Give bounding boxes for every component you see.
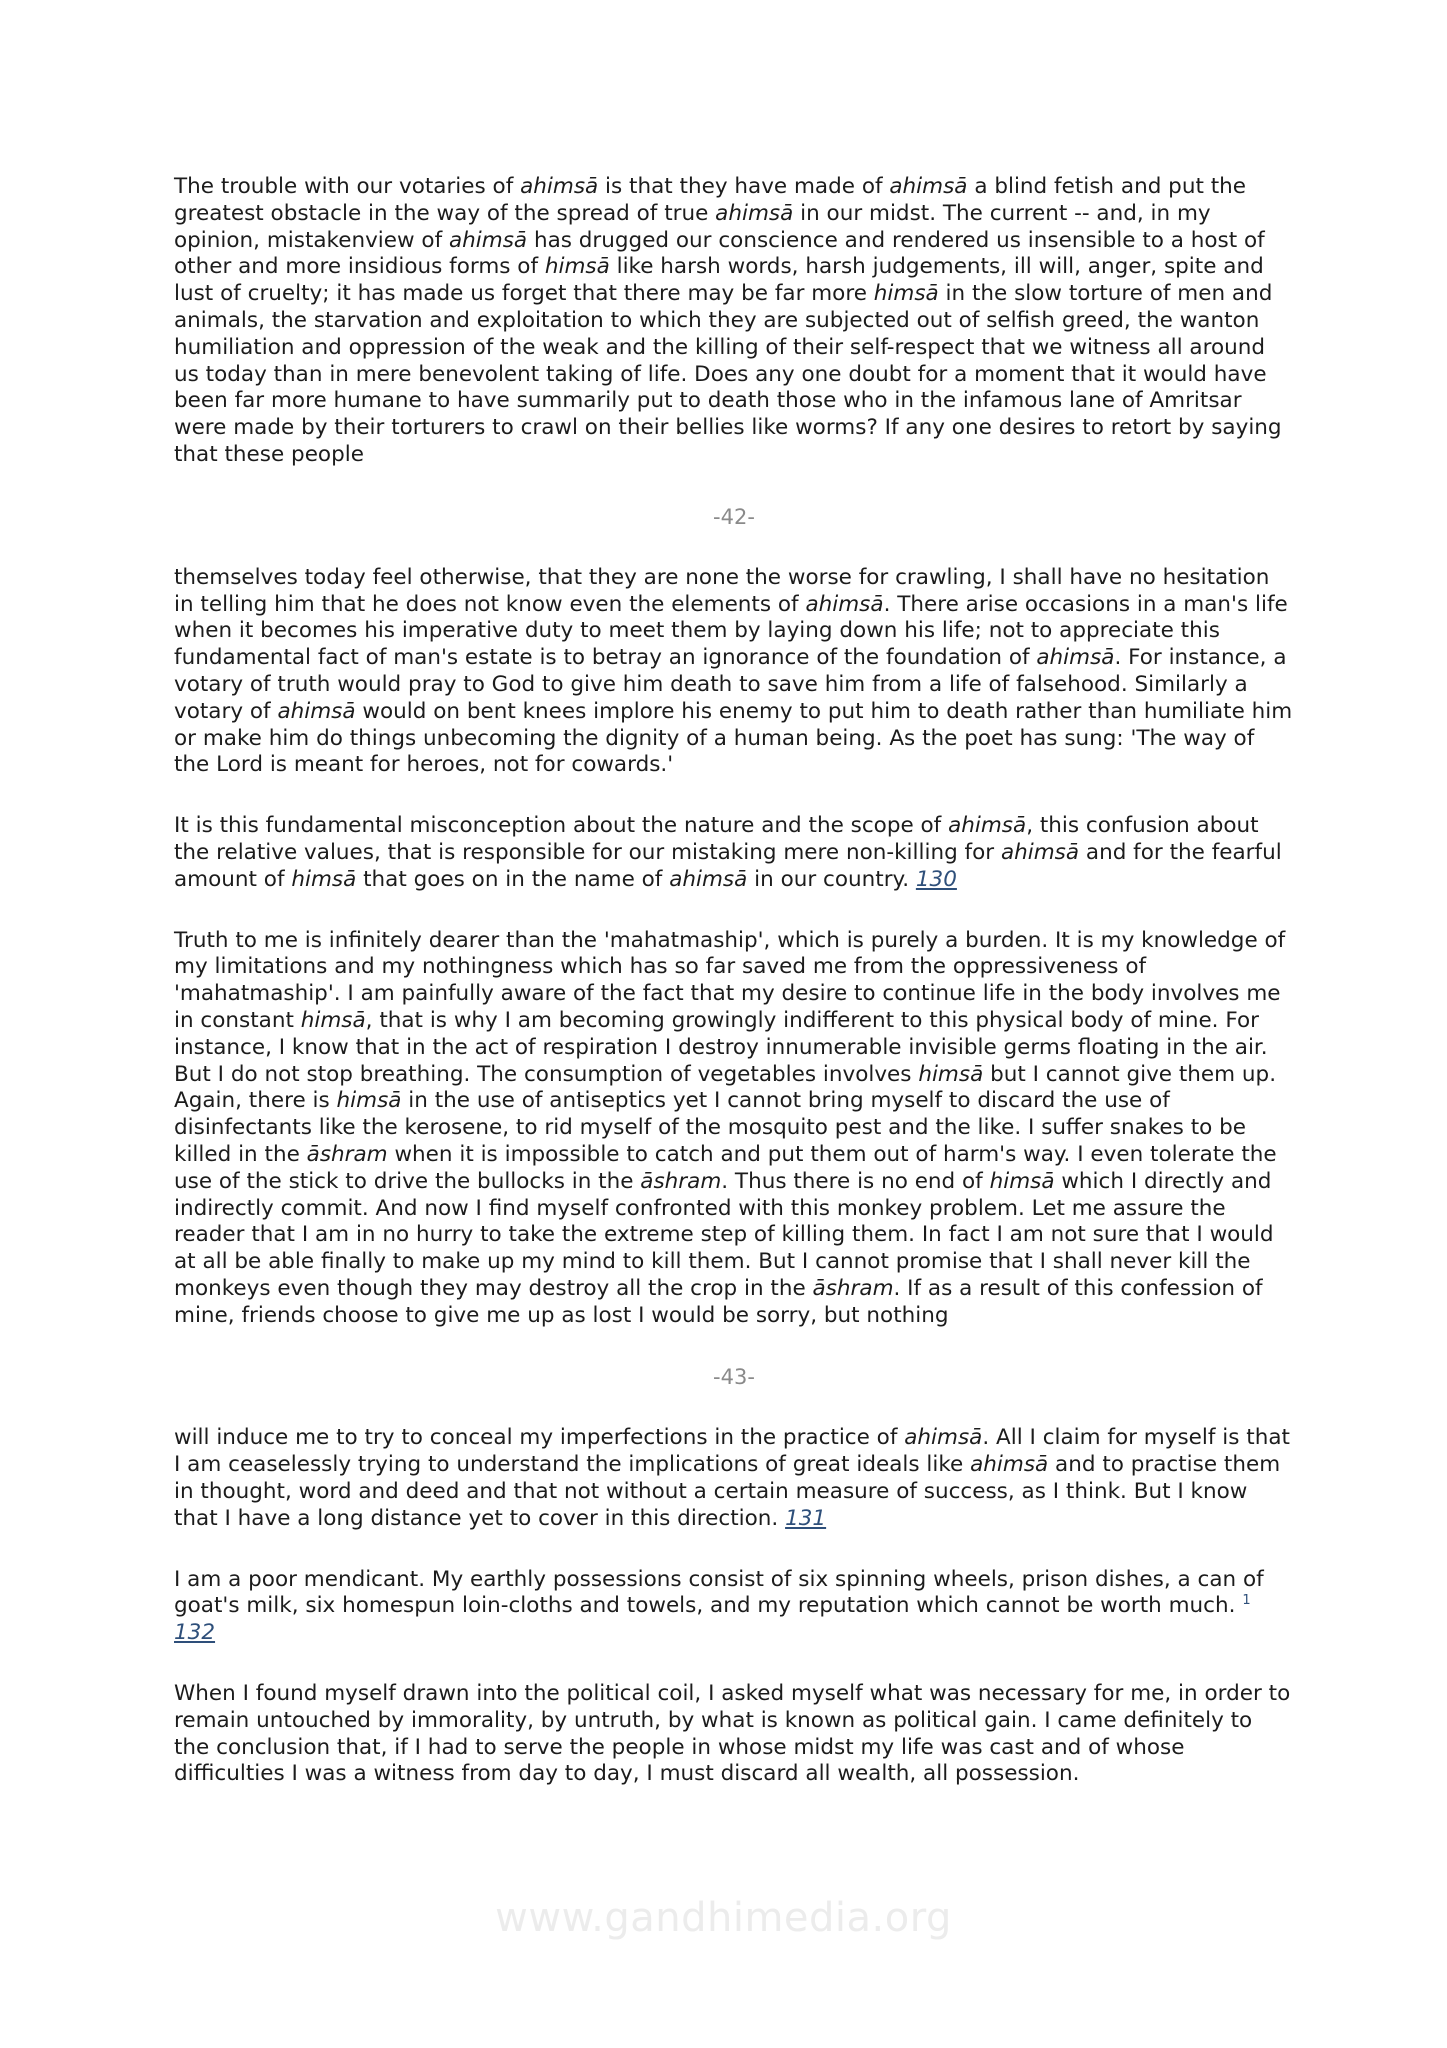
- text-run: When I found myself drawn into the political coil, I asked myself what was necessary for me, in order to remain untouched by immorality, by untruth, by what is known as political gain. I came definitely to the conclusion that, if I had to serve the people in whose midst my life was cast and of whose difficulties I was a witness from day to day, I must discard all wealth, all possession.: [174, 1681, 1291, 1787]
- italic-term: himsā: [300, 1007, 366, 1033]
- italic-term: ahimsā: [449, 227, 528, 253]
- text-run: . There arise occasions in a man's life when it becomes his imperative duty to meet them by laying down his life; not to appreciate this fundamental fact of man's estate is to betray an ignorance of the foundation of: [174, 591, 1288, 671]
- text-run: a blind fetish and put the greatest obstacle in the way of the spread of true: [174, 174, 1246, 226]
- italic-term: ahimsā: [1000, 839, 1080, 865]
- text-run: will induce me to try to conceal my imperfections in the practice of: [174, 1425, 905, 1451]
- watermark: www.gandhimedia.org: [495, 1895, 952, 1941]
- italic-term: himsā: [336, 1088, 402, 1114]
- text-run: but I cannot give them up. Again, there is: [174, 1061, 1277, 1114]
- text-run: It is this fundamental misconception about the nature and the scope of: [174, 813, 949, 839]
- italic-term: ahimsā: [970, 1452, 1049, 1478]
- italic-term: ahimsā: [669, 866, 748, 892]
- italic-term: ahimsā: [1036, 645, 1115, 671]
- italic-term: ahimsā: [805, 591, 884, 617]
- italic-term: āshram: [812, 1275, 894, 1301]
- footnote-link[interactable]: 130: [915, 866, 957, 892]
- text-run: like harsh words, harsh judgements, ill will, anger, spite and lust of cruelty; it has made us forget that there may be far more: [174, 254, 1264, 307]
- page-number: -43-: [713, 1365, 755, 1390]
- paragraph: [174, 928, 1294, 1330]
- italic-term: ahimsā: [520, 174, 599, 199]
- text-run: Truth to me is infinitely dearer than the 'mahatmaship', which is purely a burden. It is my knowledge of my limitations and my nothingness which has so far saved me from the oppressiveness of 'mahatmaship'. I am painfully aware of the fact that my desire to continue life in the body involves me in constant: [174, 927, 1286, 1033]
- page-number: -42-: [713, 504, 755, 529]
- text-run: , this confusion about the relative values, that is responsible for our mistaking mere non-killing for: [174, 813, 1259, 865]
- italic-term: himsā: [989, 1168, 1055, 1194]
- text-run: when it is impossible to catch and put them out of harm's way. I even tolerate the use of the stick to drive the bullocks in the: [174, 1141, 1277, 1194]
- italic-term: ahimsā: [948, 813, 1027, 839]
- text-run: and for the fearful amount of: [174, 839, 1282, 892]
- document-page: [174, 174, 1294, 1788]
- text-run: . All I claim for myself is that I am ceaselessly trying to understand the implications of great ideals like: [174, 1425, 1290, 1478]
- italic-term: ahimsā: [715, 200, 794, 226]
- italic-term: āshram: [306, 1141, 388, 1167]
- paragraph: [174, 1567, 1294, 1647]
- paragraph: [174, 1425, 1294, 1532]
- text-run: . If as a result of this confession of mine, friends choose to give me up as lost I would be sorry, but nothing: [174, 1275, 1263, 1328]
- italic-term: himsā: [918, 1061, 984, 1087]
- text-run: , that is why I am becoming growingly indifferent to this physical body of mine. For instance, I know that in the act of respiration I destroy innumerable invisible germs floating in the air. But I do not stop breathing. The consumption of vegetables involves: [174, 1007, 1268, 1087]
- paragraph: [174, 1681, 1294, 1788]
- italic-term: himsā: [873, 281, 939, 307]
- footnote-link[interactable]: 131: [785, 1505, 827, 1531]
- text-run: has drugged our conscience and rendered us insensible to a host of other and more insidious forms of: [174, 227, 1265, 280]
- text-run: . For instance, a votary of truth would pray to God to give him death to save him from a life of falsehood. Similarly a votary of: [174, 645, 1287, 724]
- text-run: in the use of antiseptics yet I cannot bring myself to discard the use of disinfectants like the kerosene, to rid myself of the mosquito pest and the like. I suffer snakes to be killed in the: [174, 1088, 1246, 1167]
- text-run: I am a poor mendicant. My earthly possessions consist of six spinning wheels, prison dishes, a can of goat's milk, six homespun loin-cloths and towels, and my reputation which cannot be worth much.: [174, 1566, 1264, 1619]
- italic-term: āshram: [640, 1168, 722, 1194]
- text-run: themselves today feel otherwise, that they are none the worse for crawling, I shall have no hesitation in telling him that he does not know even the elements of: [174, 564, 1270, 617]
- text-run: The trouble with our votaries of: [174, 174, 521, 199]
- text-run: . Thus there is no end of: [721, 1168, 990, 1194]
- footnote-marker[interactable]: 1: [1242, 1593, 1251, 1609]
- text-run: that goes on in the name of: [356, 866, 670, 892]
- text-run: in the slow torture of men and animals, the starvation and exploitation to which they are subjected out of selfish greed, the wanton humiliation and oppression of the weak and the killing of their self-respect that we witness all around us today than in mere benevolent taking of life. Does any one doubt for a moment that it would have been far more humane to have summarily put to death those who in the infamous lane of Amritsar were made by their torturers to crawl on their bellies like worms? If any one desires to retort by saying that these people: [174, 281, 1282, 467]
- text-run: in our country.: [747, 866, 916, 892]
- text-run: which I directly and indirectly commit. And now I find myself confronted with this monkey problem. Let me assure the reader that I am in no hurry to take the extreme step of killing them. In fact I am not sure that I would at all be able finally to make up my mind to kill them. But I cannot promise that I shall never kill the monkeys even though they may destroy all the crop in the: [174, 1168, 1274, 1301]
- text-run: and to practise them in thought, word and deed and that not without a certain measure of success, as I think. But I know that I have a long distance yet to cover in this direction.: [174, 1452, 1281, 1531]
- italic-term: himsā: [291, 866, 357, 892]
- italic-term: himsā: [544, 254, 610, 280]
- footnote-link[interactable]: 132: [174, 1620, 216, 1646]
- italic-term: ahimsā: [889, 174, 968, 199]
- paragraph: [174, 565, 1294, 779]
- paragraph: [174, 813, 1294, 893]
- text-run: would on bent knees implore his enemy to put him to death rather than humiliate him or make him do things unbecoming the dignity of a human being. As the poet has sung: 'The way of the Lord is meant for heroes, not for cowards.': [174, 698, 1293, 778]
- italic-term: ahimsā: [904, 1425, 983, 1451]
- italic-term: ahimsā: [277, 698, 356, 724]
- text-run: is that they have made of: [598, 174, 890, 199]
- paragraph: [174, 174, 1294, 469]
- text-run: in our midst. The current -- and, in my opinion, mistakenview of: [174, 200, 1211, 253]
